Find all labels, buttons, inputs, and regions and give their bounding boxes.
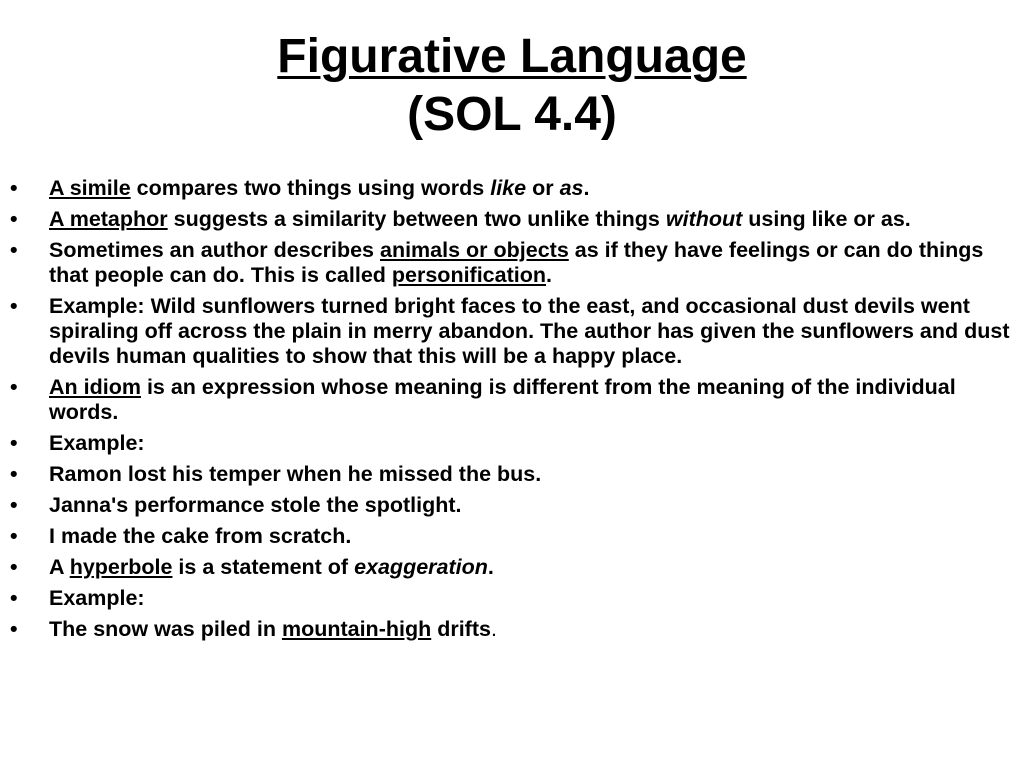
item-text: .: [546, 263, 552, 287]
emphasis-like: like: [490, 176, 527, 200]
bullet-dot: •: [10, 207, 18, 231]
item-text: .: [490, 617, 497, 641]
item-text: is an expression whose meaning is different from the meaning of the individual words.: [49, 375, 956, 424]
bullet-dot: •: [10, 375, 18, 399]
list-item: [8, 238, 1014, 288]
item-text: .: [583, 176, 590, 200]
bullet-dot: •: [10, 238, 18, 262]
list-item: [8, 617, 1014, 642]
list-item: [8, 431, 1014, 456]
slide-title: [0, 28, 1024, 144]
bullet-dot: •: [10, 493, 18, 517]
item-text: I made the cake from scratch.: [49, 524, 352, 548]
bullet-dot: •: [10, 294, 18, 318]
item-text: Ramon lost his temper when he missed the bus.: [49, 462, 542, 486]
item-text: using like or as.: [742, 207, 911, 231]
term-mountain-high: mountain-high: [281, 617, 432, 641]
item-text: is a statement of: [172, 555, 355, 579]
emphasis-without: without: [665, 207, 743, 231]
item-text: .: [487, 555, 494, 579]
bullet-dot: •: [10, 586, 18, 610]
item-text: compares two things using words: [130, 176, 491, 200]
term-personification: personification: [391, 263, 546, 287]
list-item: [8, 176, 1014, 201]
item-text: Example: Wild sunflowers turned bright faces to the east, and occasional dust devils went spiraling off across the plain in merry abandon. The author has given the sunflowers and dust devils human qualities to show that this will be a happy place.: [49, 294, 1010, 368]
title-main: Figurative Language: [277, 30, 747, 83]
item-text: suggests a similarity between two unlike things: [167, 207, 666, 231]
bullet-dot: •: [10, 176, 18, 200]
emphasis-as: as: [559, 176, 584, 200]
item-text: Example:: [49, 431, 145, 455]
title-subtitle: (SOL 4.4): [407, 88, 617, 141]
bullet-dot: •: [10, 431, 18, 455]
item-text: Sometimes an author describes: [49, 238, 380, 262]
item-text: or: [526, 176, 560, 200]
emphasis-exaggeration: exaggeration: [354, 555, 488, 579]
bullet-list: [8, 176, 1014, 648]
bullet-dot: •: [10, 617, 18, 641]
list-item: [8, 586, 1014, 611]
list-item: [8, 493, 1014, 518]
item-text: A: [49, 555, 70, 579]
list-item: [8, 462, 1014, 487]
term-simile: A simile: [49, 176, 131, 200]
bullet-dot: •: [10, 555, 18, 579]
term-idiom: An idiom: [49, 375, 141, 399]
item-text: as if they have feelings or can do things that people can do. This is called: [49, 238, 984, 287]
list-item: [8, 207, 1014, 232]
term-animals-or-objects: animals or objects: [379, 238, 569, 262]
item-text: Example:: [49, 586, 145, 610]
item-text: The snow was piled in: [49, 617, 282, 641]
term-metaphor: A metaphor: [49, 207, 168, 231]
list-item: [8, 294, 1014, 369]
list-item: [8, 524, 1014, 549]
list-item: [8, 375, 1014, 425]
bullet-dot: •: [10, 524, 18, 548]
bullet-dot: •: [10, 462, 18, 486]
list-item: [8, 555, 1014, 580]
term-hyperbole: hyperbole: [69, 555, 173, 579]
item-text: Janna's performance stole the spotlight.: [49, 493, 462, 517]
item-text: drifts: [431, 617, 491, 641]
